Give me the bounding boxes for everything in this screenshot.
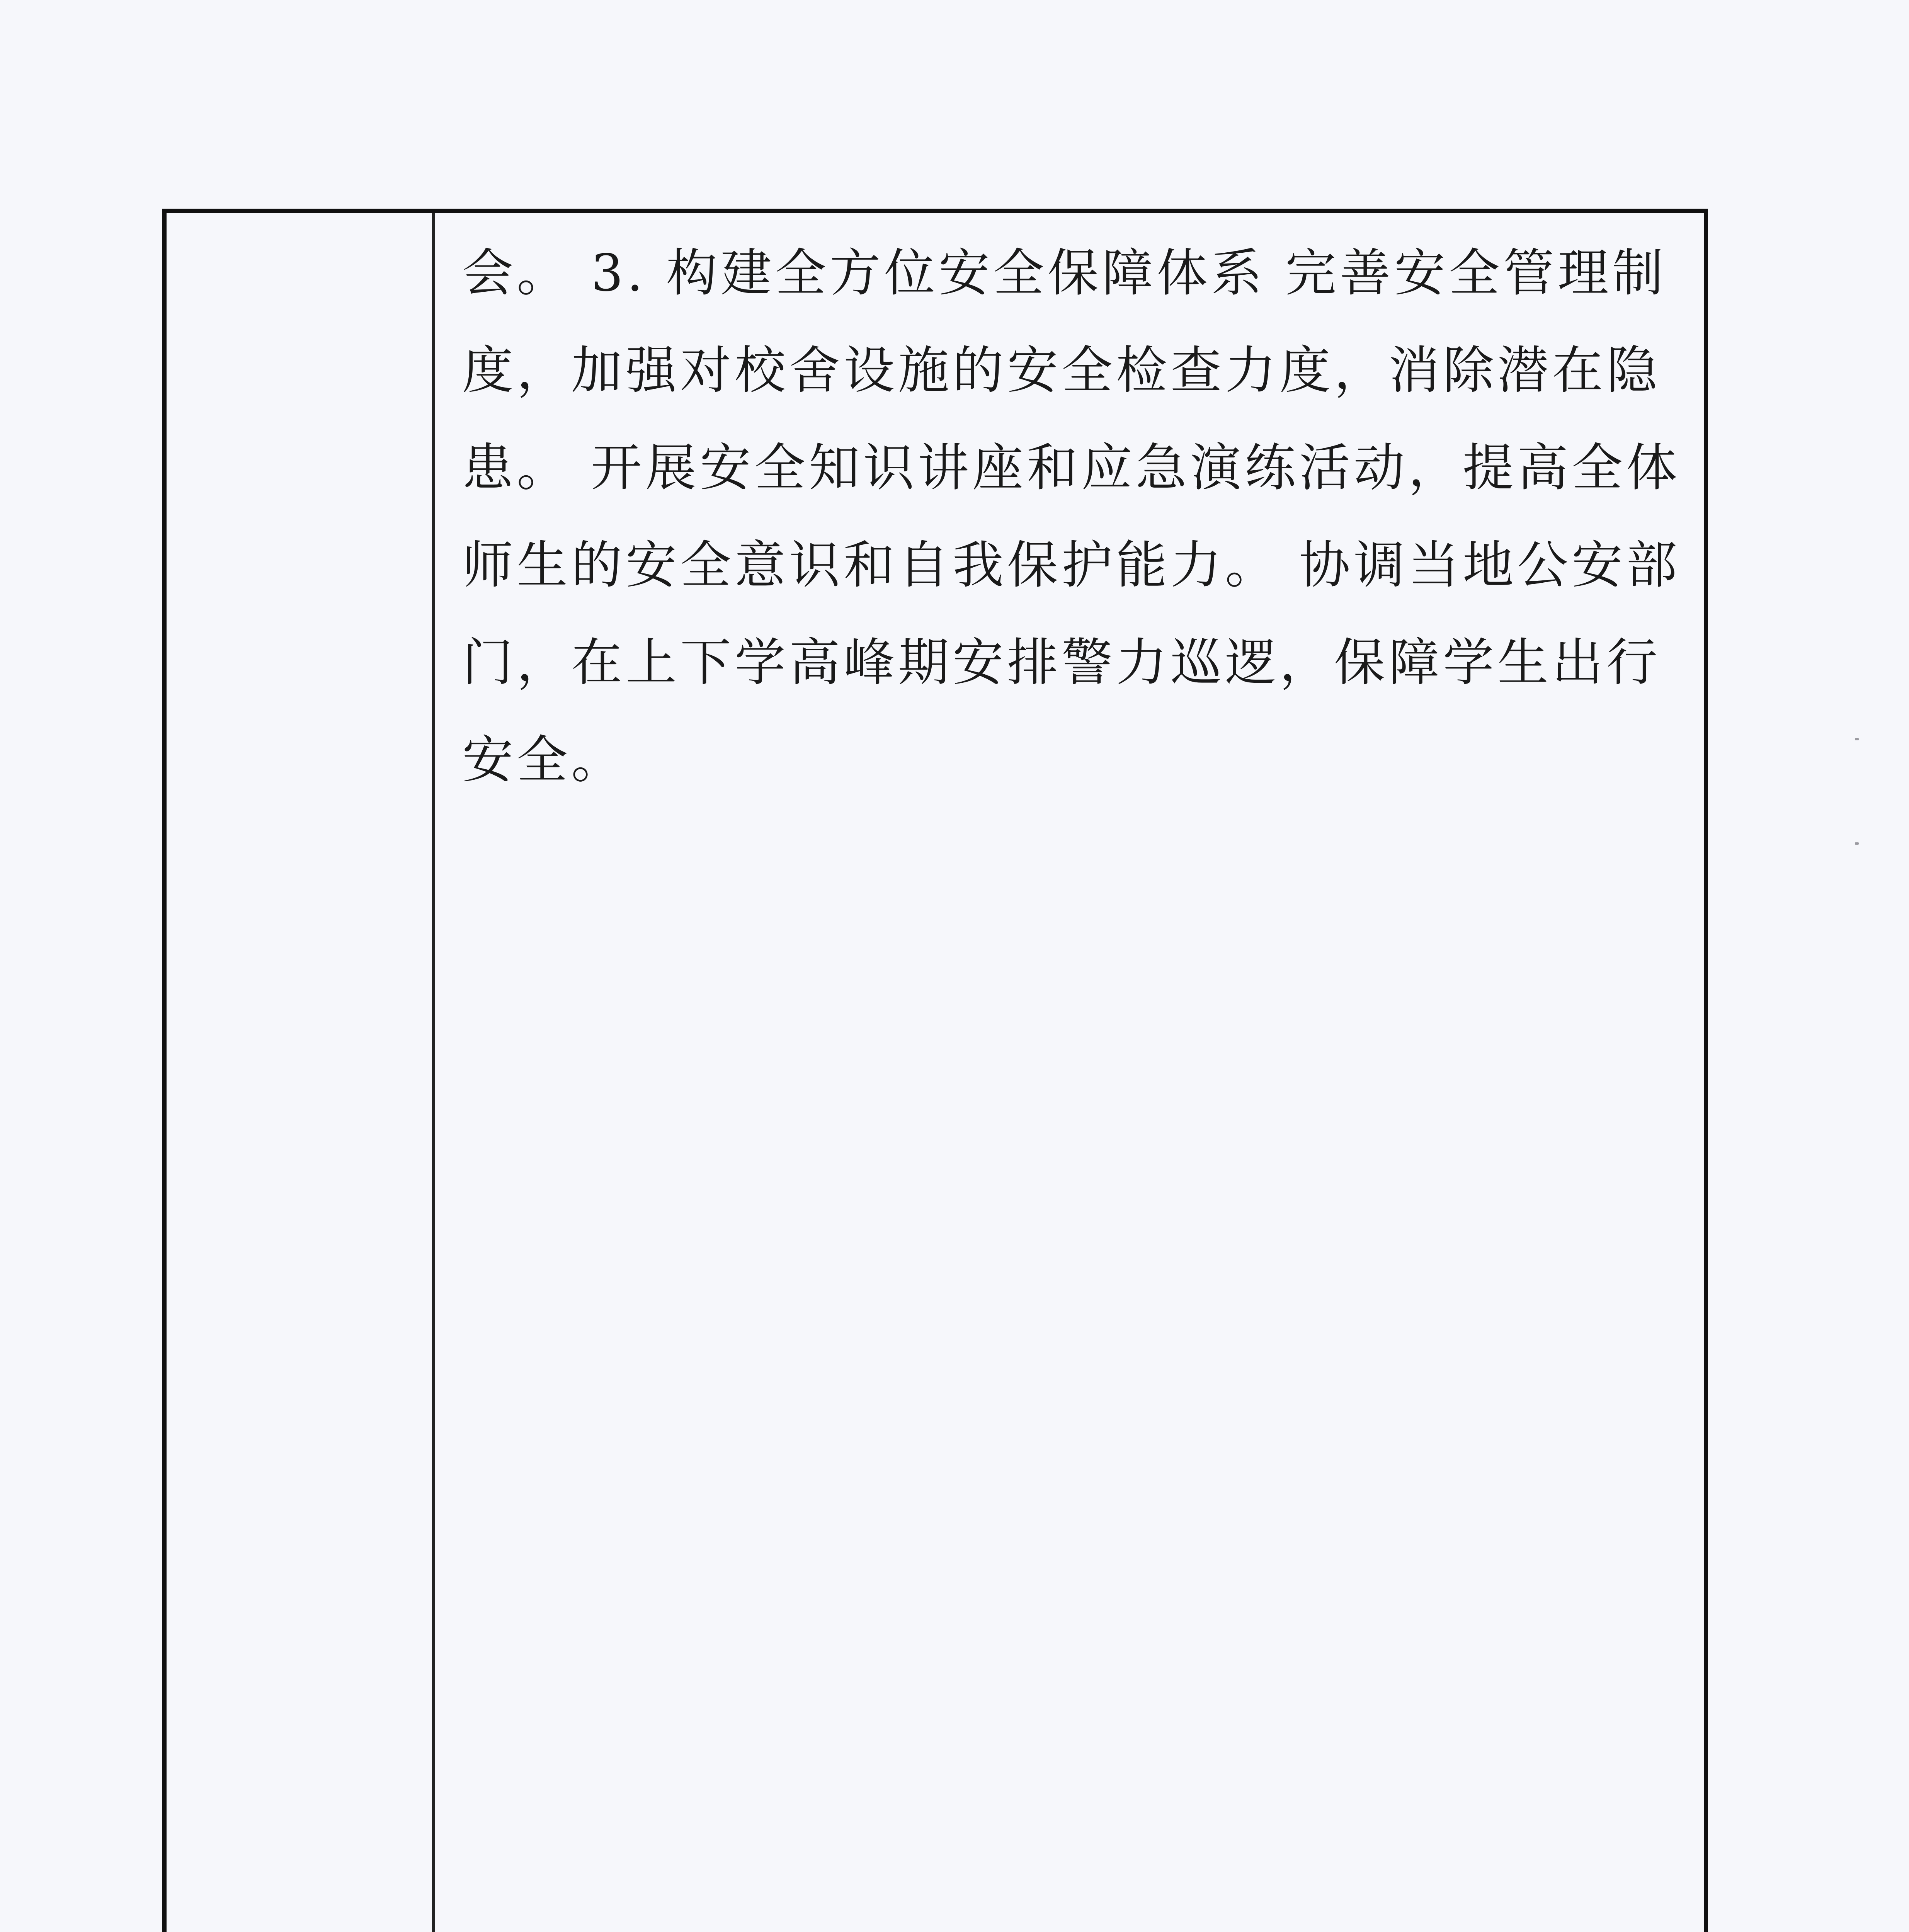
scan-speck — [1855, 738, 1859, 740]
label-cell — [167, 213, 435, 1932]
text-line-3: 患。 开展安全知识讲座和应急演练活动，提高全体 — [462, 438, 1681, 498]
text-line-2: 度，加强对校舍设施的安全检查力度，消除潜在隐 — [462, 341, 1661, 400]
text-line-6: 安全。 — [462, 730, 626, 790]
text-line-4: 师生的安全意识和自我保护能力。 协调当地公安部 — [462, 536, 1681, 595]
text-line-5: 门，在上下学高峰期安排警力巡逻，保障学生出行 — [462, 633, 1661, 692]
form-table — [162, 209, 1708, 1932]
text-line-1: 会。 3. 构建全方位安全保障体系 完善安全管理制 — [462, 243, 1667, 303]
content-cell — [435, 213, 1704, 1932]
scan-speck — [1855, 842, 1859, 845]
